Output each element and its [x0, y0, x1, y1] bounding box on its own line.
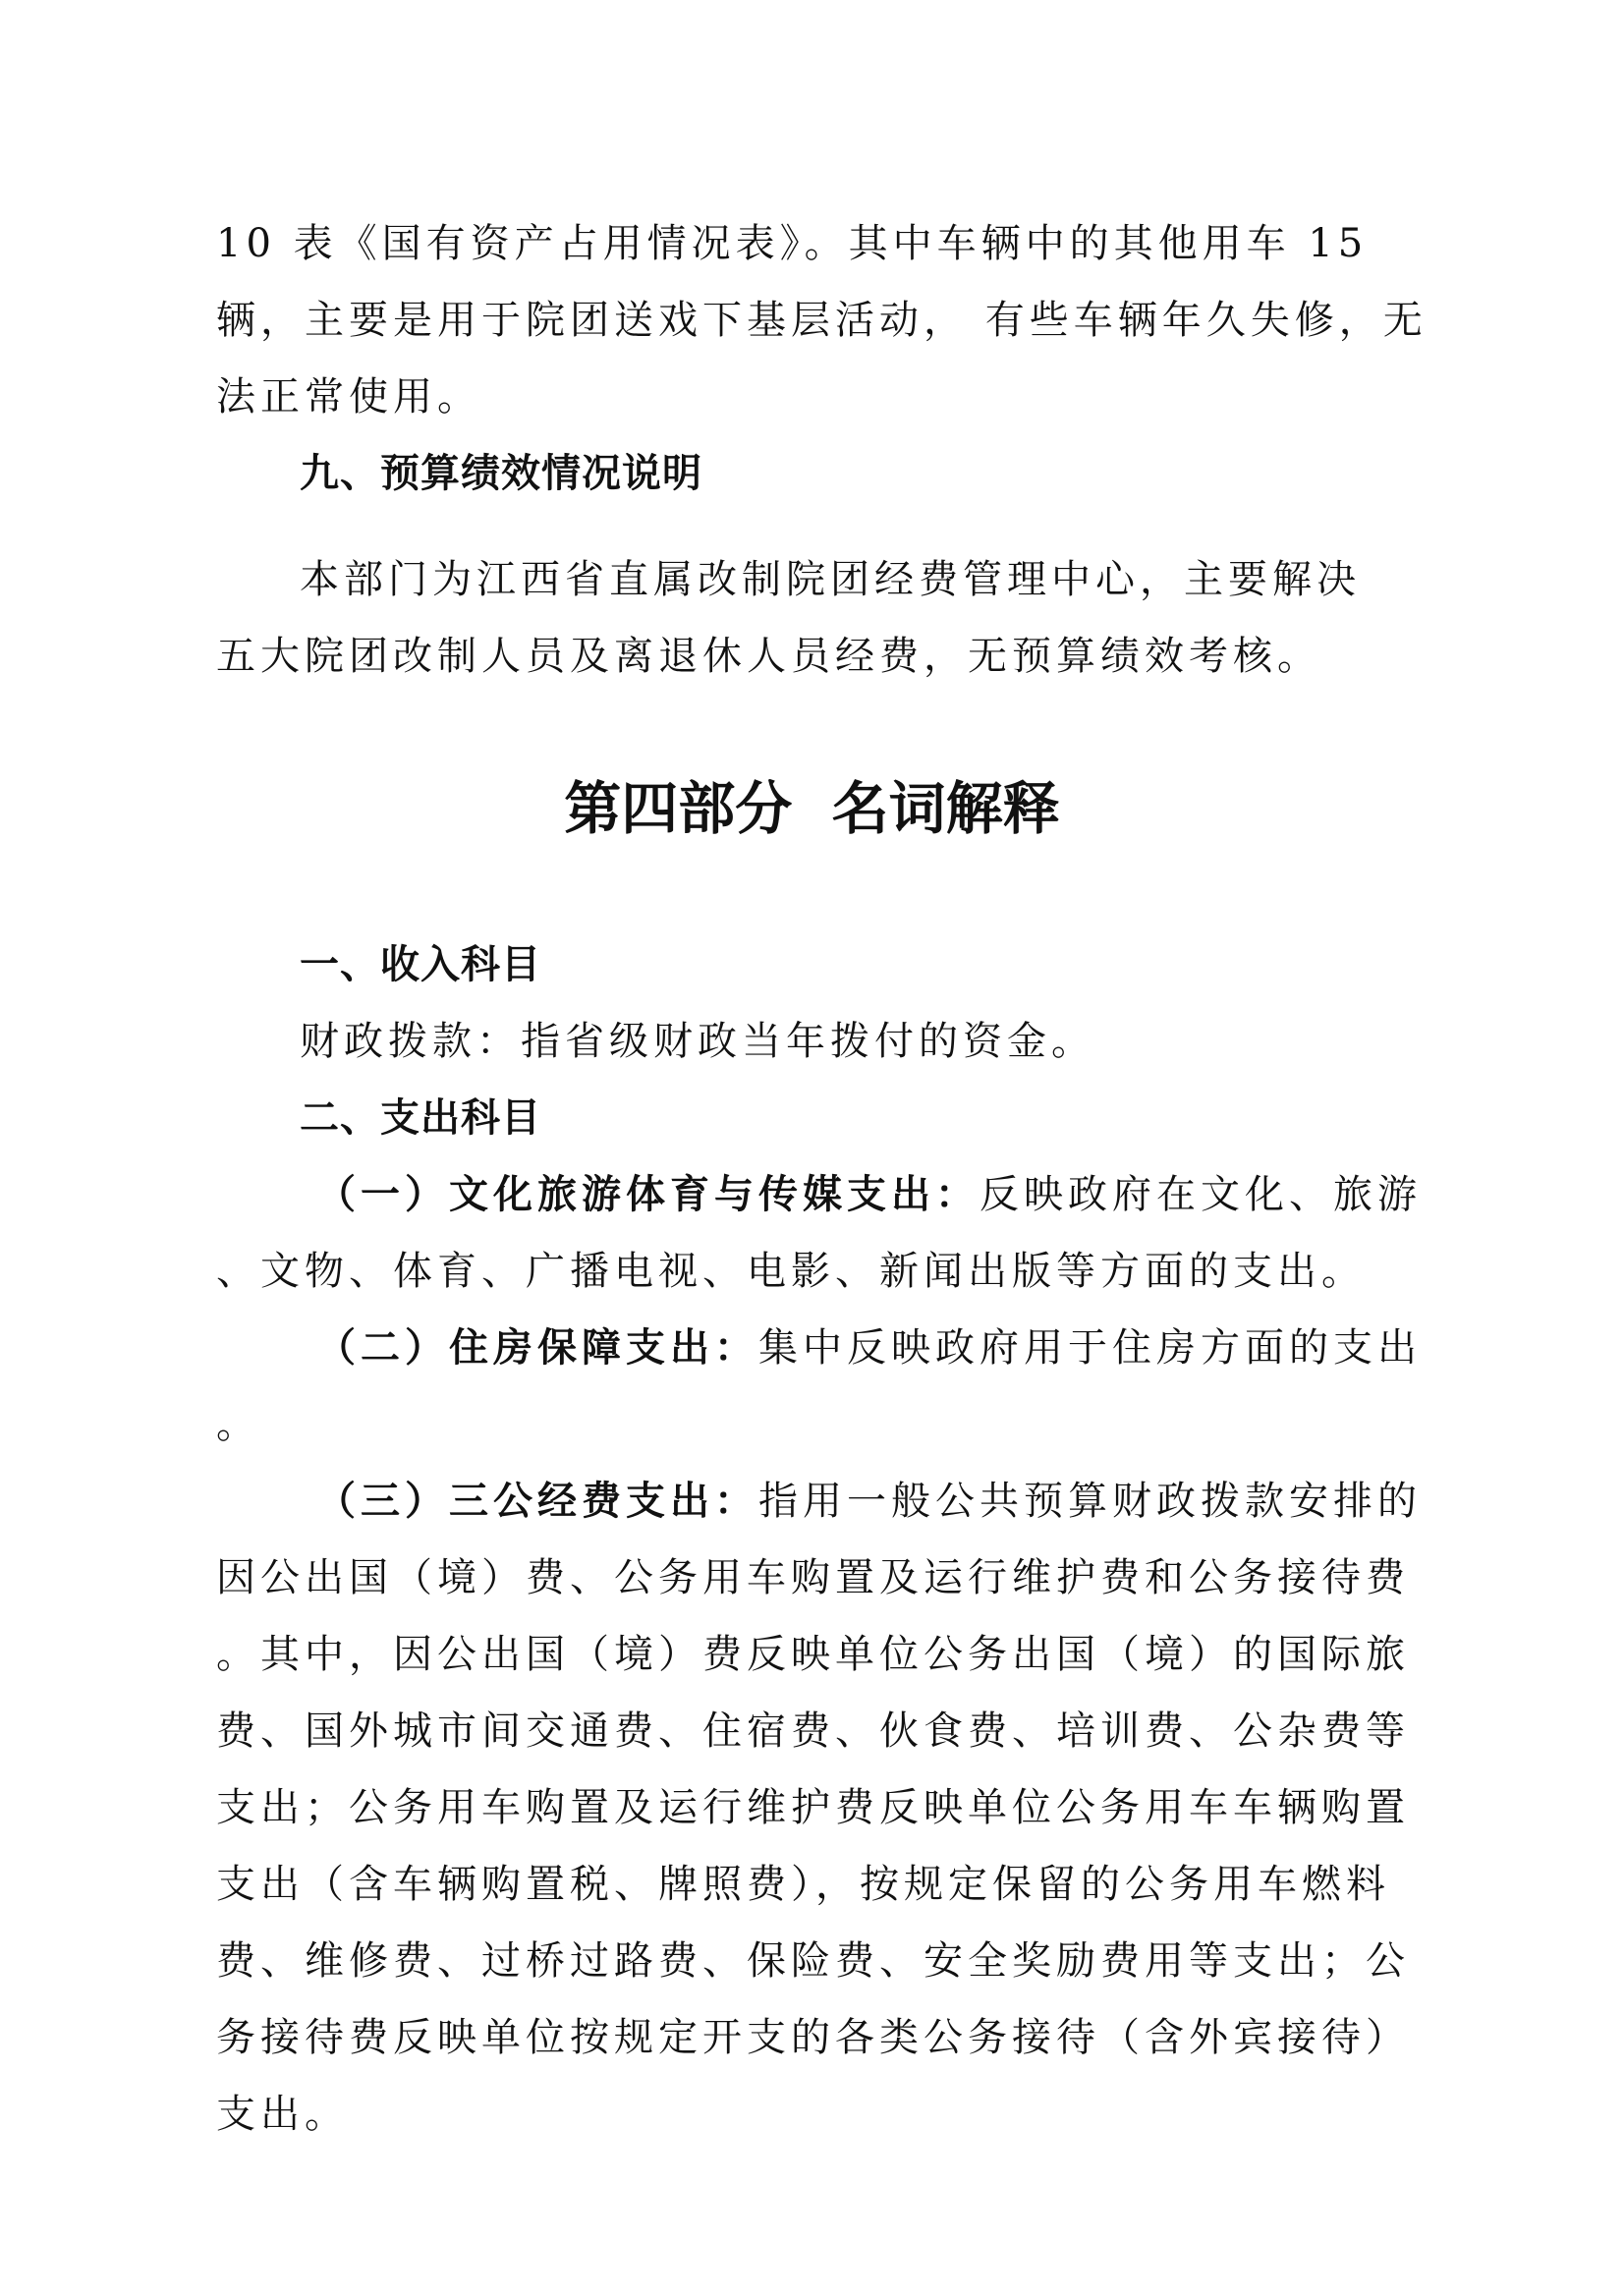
- paragraph-line: 费、维修费、过桥过路费、保险费、安全奖励费用等支出；公: [216, 1938, 1410, 1984]
- paragraph-line: 支出；公务用车购置及运行维护费反映单位公务用车车辆购置: [216, 1785, 1410, 1830]
- paragraph-line: 法正常使用。: [216, 374, 481, 420]
- paragraph-line: 费、国外城市间交通费、住宿费、伙食费、培训费、公杂费等: [216, 1708, 1410, 1754]
- part-title: 第四部分 名词解释: [564, 775, 1060, 842]
- item-label: （一）文化旅游体育与传媒支出：: [316, 1171, 980, 1217]
- item-label: （三）三公经费支出：: [316, 1478, 758, 1524]
- heading-income: 一、收入科目: [300, 942, 541, 987]
- item-housing: [316, 1322, 1422, 1373]
- item-culture: [316, 1169, 1422, 1220]
- item-three-public: [316, 1476, 1422, 1527]
- paragraph-line: 、文物、体育、广播电视、电影、新闻出版等方面的支出。: [216, 1249, 1366, 1294]
- paragraph-line: 辆，主要是用于院团送戏下基层活动， 有些车辆年久失修，无: [216, 298, 1428, 343]
- section-heading-nine: 九、预算绩效情况说明: [300, 451, 702, 496]
- paragraph-line: 10 表《国有资产占用情况表》。其中车辆中的其他用车 15: [216, 221, 1369, 266]
- paragraph-line: 本部门为江西省直属改制院团经费管理中心，主要解决: [300, 557, 1361, 602]
- item-label: （二）住房保障支出：: [316, 1324, 758, 1371]
- paragraph-line: 。: [216, 1402, 260, 1447]
- heading-expense: 二、支出科目: [300, 1095, 541, 1141]
- paragraph-line: 务接待费反映单位按规定开支的各类公务接待（含外宾接待）: [216, 2015, 1410, 2060]
- paragraph-line: 因公出国（境）费、公务用车购置及运行维护费和公务接待费: [216, 1555, 1410, 1600]
- paragraph-line: 五大院团改制人员及离退休人员经费，无预算绩效考核。: [216, 634, 1321, 679]
- item-text: 集中反映政府用于住房方面的支出: [758, 1325, 1422, 1371]
- item-text: 反映政府在文化、旅游: [980, 1172, 1422, 1217]
- paragraph-line: 。其中，因公出国（境）费反映单位公务出国（境）的国际旅: [216, 1632, 1410, 1677]
- paragraph-line: 支出（含车辆购置税、牌照费），按规定保留的公务用车燃料: [216, 1862, 1390, 1907]
- paragraph-line: 支出。: [216, 2092, 349, 2137]
- income-text: 财政拨款：指省级财政当年拨付的资金。: [300, 1019, 1095, 1064]
- item-text: 指用一般公共预算财政拨款安排的: [758, 1479, 1422, 1524]
